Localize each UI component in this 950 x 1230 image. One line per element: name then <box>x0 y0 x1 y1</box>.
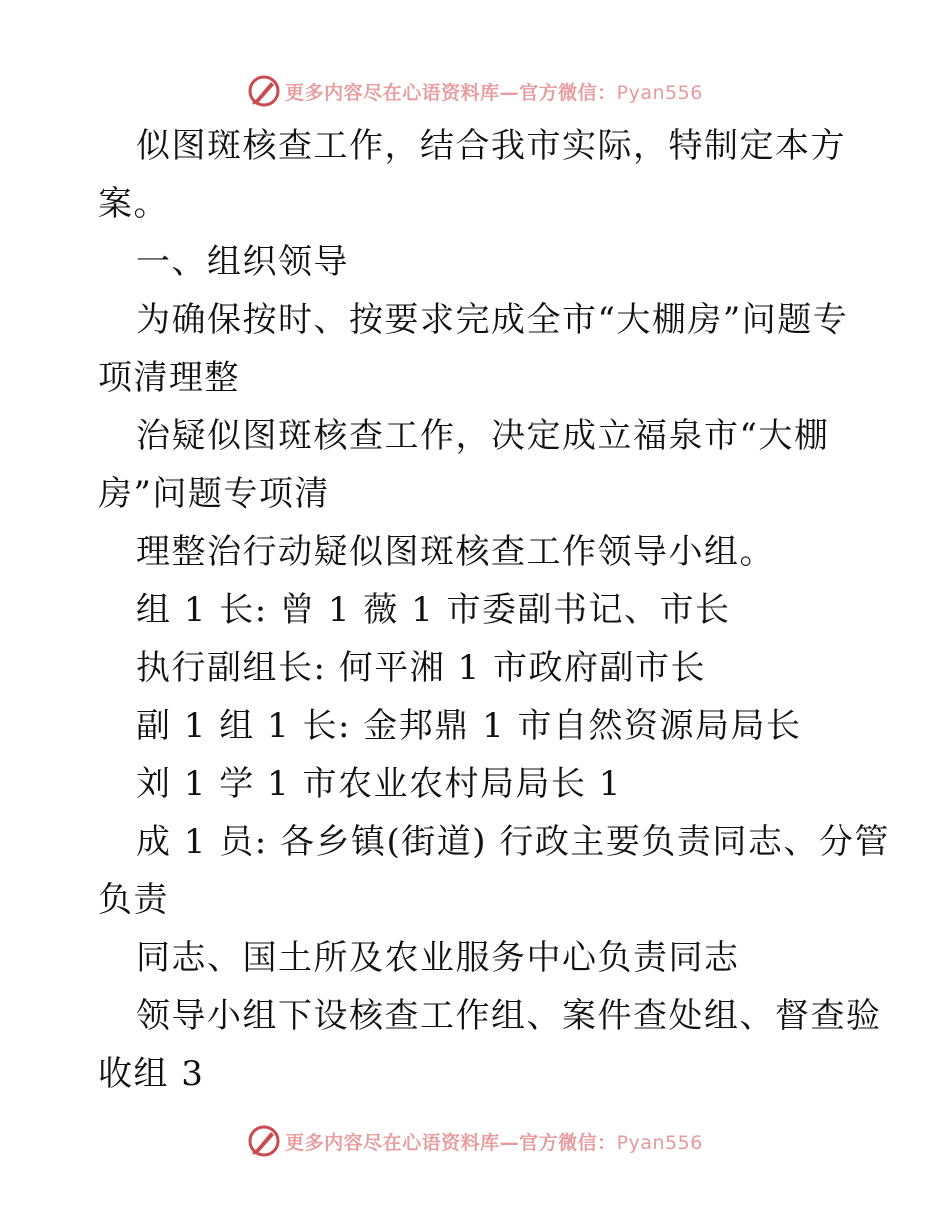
paragraph-line: 案。 <box>98 184 169 224</box>
section-heading: 一、组织领导 <box>136 242 349 282</box>
banner-text: 更多内容尽在心语资料库—官方微信：Pyan556 <box>285 81 703 104</box>
paragraph-line: 同志、国土所及农业服务中心负责同志 <box>136 938 740 978</box>
banner-text: 更多内容尽在心语资料库—官方微信：Pyan556 <box>285 1131 703 1154</box>
paragraph-line: 治疑似图斑核查工作，决定成立福泉市“大棚 <box>136 416 830 456</box>
paragraph-line: 负责 <box>98 880 169 920</box>
footer-banner <box>0 1121 950 1161</box>
paragraph-line: 副 1 组 1 长: 金邦鼎 1 市自然资源局局长 <box>136 706 802 746</box>
header-banner <box>0 71 950 111</box>
paragraph-line: 组 1 长: 曾 1 薇 1 市委副书记、市长 <box>136 590 731 630</box>
feather-pen-logo-icon <box>247 74 281 108</box>
paragraph-line: 似图斑核查工作，结合我市实际，特制定本方 <box>136 126 846 166</box>
paragraph-line: 房”问题专项清 <box>98 474 330 514</box>
paragraph-line: 项清理整 <box>98 358 240 398</box>
paragraph-line: 刘 1 学 1 市农业农村局局长 1 <box>136 764 622 804</box>
paragraph-line: 执行副组长: 何平湘 1 市政府副市长 <box>136 648 707 688</box>
banner-handle: Pyan556 <box>616 1131 703 1154</box>
paragraph-line: 收组 3 <box>98 1054 205 1094</box>
paragraph-line: 为确保按时、按要求完成全市“大棚房”问题专 <box>136 300 849 340</box>
feather-pen-logo-icon <box>247 1124 281 1158</box>
banner-handle: Pyan556 <box>616 81 703 104</box>
paragraph-line: 领导小组下设核查工作组、案件查处组、督查验 <box>136 996 882 1036</box>
paragraph-line: 成 1 员: 各乡镇(街道) 行政主要负责同志、分管 <box>136 822 890 862</box>
paragraph-line: 理整治行动疑似图斑核查工作领导小组。 <box>136 532 775 572</box>
